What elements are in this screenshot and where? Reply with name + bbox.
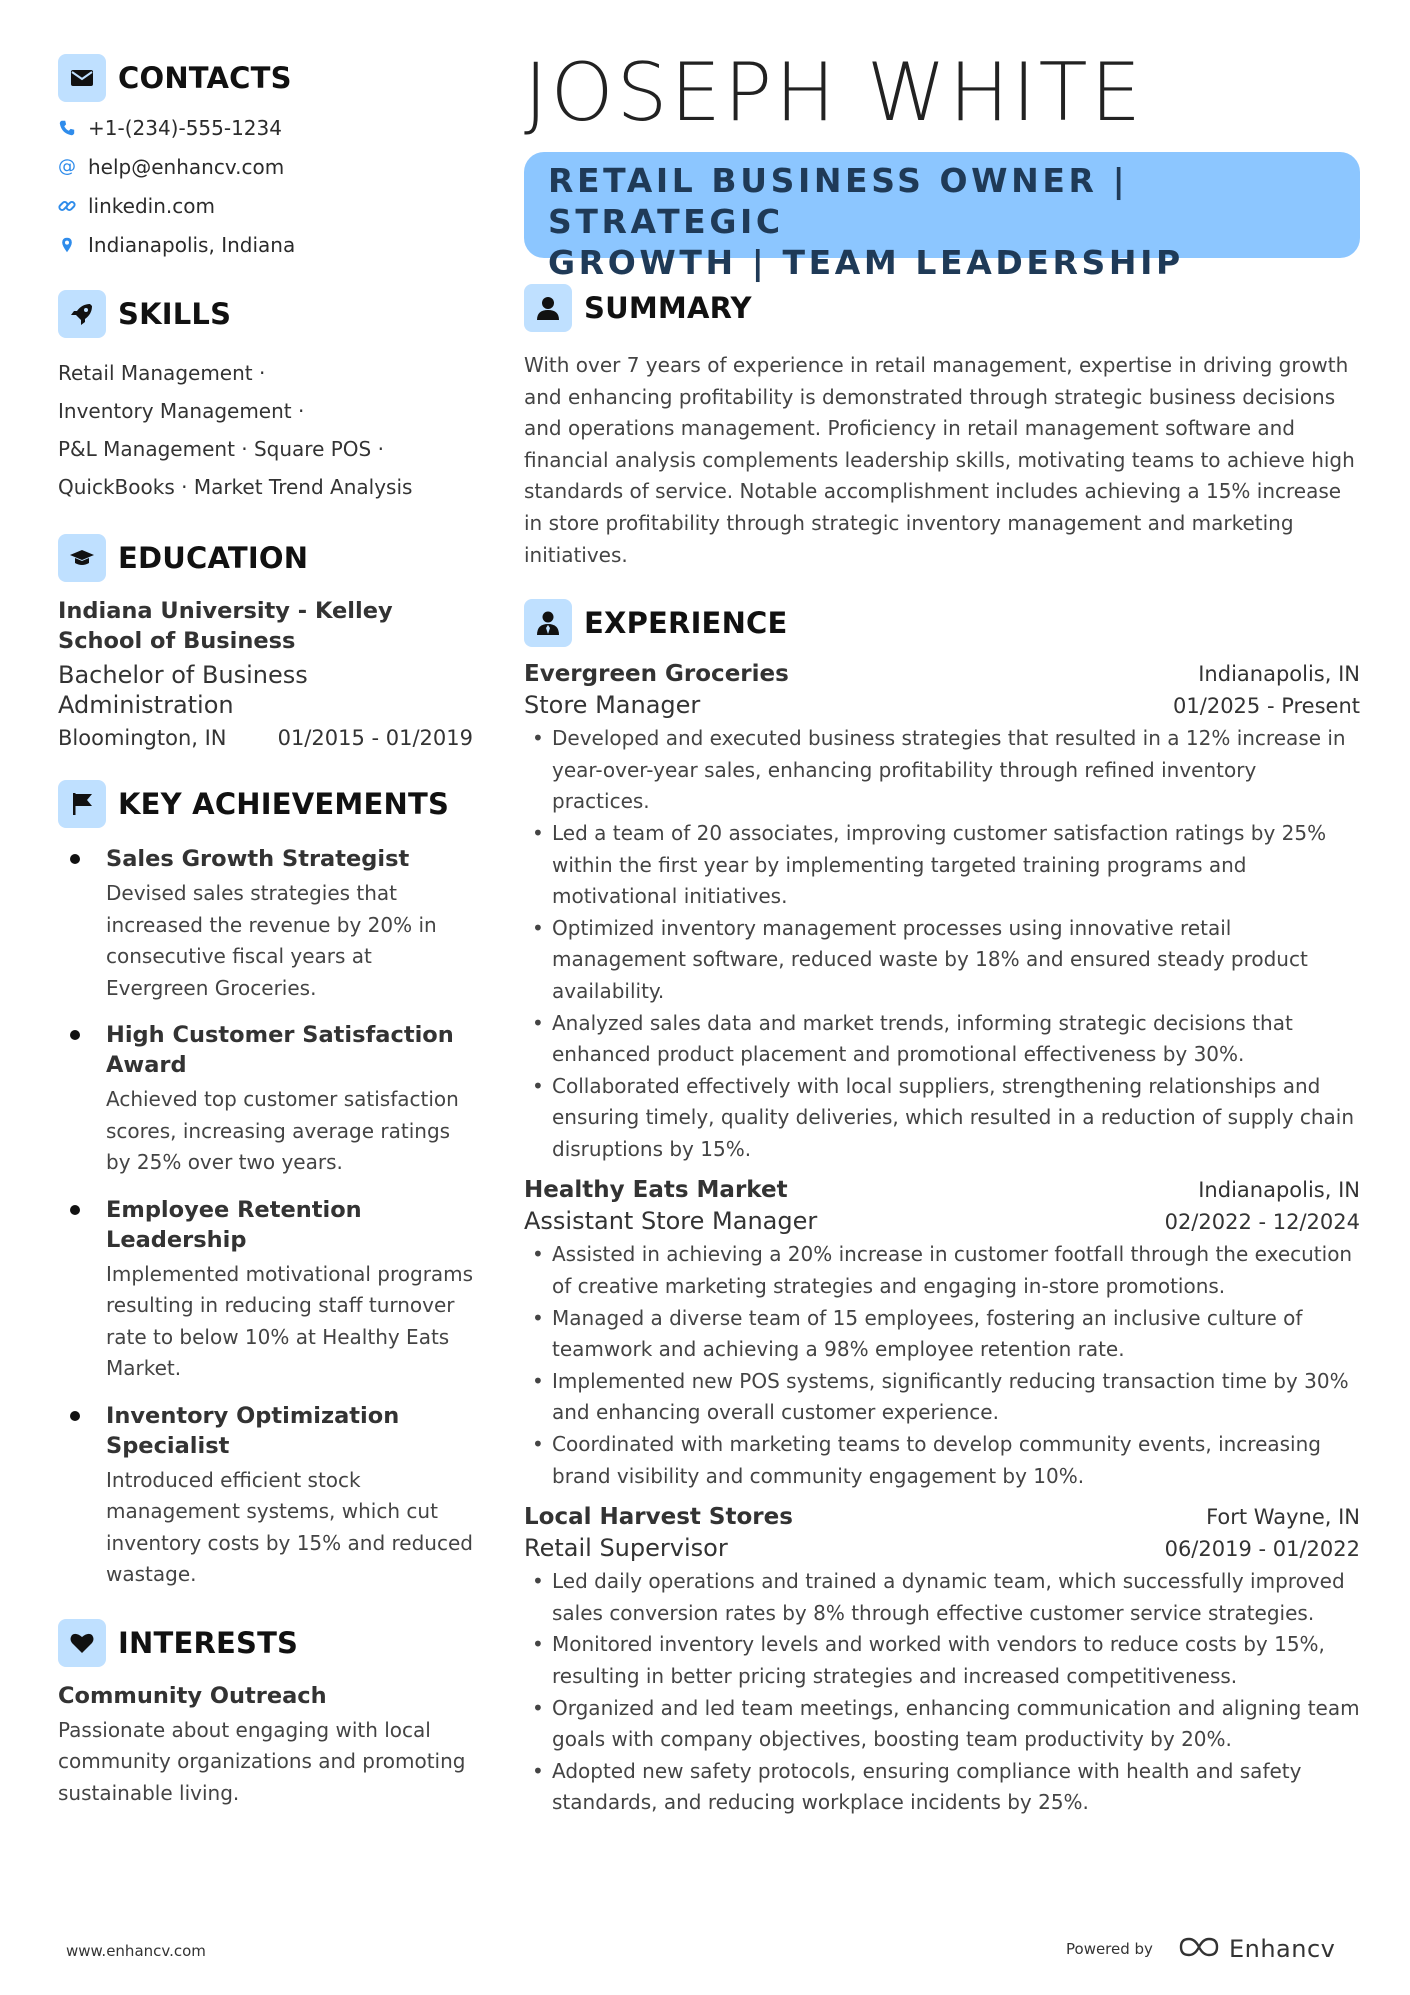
phone-icon bbox=[58, 118, 76, 138]
job-dates: 06/2019 - 01/2022 bbox=[1164, 1537, 1360, 1562]
location-text: Indianapolis, Indiana bbox=[88, 232, 296, 257]
job-company: Evergreen Groceries bbox=[524, 661, 789, 688]
summary-title: SUMMARY bbox=[584, 291, 752, 325]
job-bullets bbox=[524, 1566, 1360, 1819]
flag-icon bbox=[58, 780, 106, 828]
school-line: Indiana University - Kelley bbox=[58, 598, 393, 624]
job-bullet: • Monitored inventory levels and worked with vendors to reduce costs by 15%, resulting in better pricing strategies and increased competitiveness. bbox=[524, 1629, 1360, 1692]
degree-line: Bachelor of Business bbox=[58, 661, 308, 689]
headline-line: GROWTH | TEAM LEADERSHIP bbox=[548, 243, 1184, 282]
achievements-title: KEY ACHIEVEMENTS bbox=[118, 787, 450, 821]
job-company: Healthy Eats Market bbox=[524, 1177, 788, 1204]
education-title: EDUCATION bbox=[118, 541, 309, 575]
interest-desc: Passionate about engaging with local community organizations and promoting sustainable living. bbox=[58, 1717, 466, 1805]
summary-header bbox=[524, 284, 1360, 332]
job-dates: 02/2022 - 12/2024 bbox=[1164, 1210, 1360, 1235]
job-bullet: • Developed and executed business strategies that resulted in a 12% increase in year-over-year sales, enhancing profitability through refined inventory practices. bbox=[524, 723, 1360, 818]
job-bullet: • Coordinated with marketing teams to develop community events, increasing brand visibility and community engagement by 10%. bbox=[524, 1429, 1360, 1492]
right-column bbox=[524, 48, 1360, 1819]
achievement-title: Inventory Optimization Specialist bbox=[106, 1402, 400, 1459]
job-bullet: • Assisted in achieving a 20% increase in customer footfall through the execution of creative marketing strategies and engaging in-store promotions. bbox=[524, 1239, 1360, 1302]
job-entry bbox=[524, 1177, 1360, 1492]
experience-title: EXPERIENCE bbox=[584, 606, 788, 641]
job-entry bbox=[524, 661, 1360, 1165]
experience-header bbox=[524, 599, 1360, 647]
interest-title: Community Outreach bbox=[58, 1682, 327, 1709]
email-text: help@enhancv.com bbox=[88, 154, 285, 179]
bullet-dot bbox=[70, 854, 80, 864]
job-bullet: • Optimized inventory management processes using innovative retail management software, reduced waste by 18% and ensured steady product availability. bbox=[524, 913, 1360, 1008]
achievement-item bbox=[58, 1020, 478, 1179]
achievement-item bbox=[58, 1401, 478, 1591]
linkedin-text: linkedin.com bbox=[88, 193, 215, 218]
contact-location bbox=[58, 231, 478, 258]
skills-line: Retail Management · bbox=[58, 361, 266, 385]
job-bullet: • Implemented new POS systems, significantly reducing transaction time by 30% and enhancing overall customer experience. bbox=[524, 1366, 1360, 1429]
job-bullet: • Adopted new safety protocols, ensuring compliance with health and safety standards, and reducing workplace incidents by 25%. bbox=[524, 1756, 1360, 1819]
bullet-dot bbox=[70, 1030, 80, 1040]
job-bullet: • Organized and led team meetings, enhancing communication and aligning team goals with company objectives, boosting team productivity by 20%. bbox=[524, 1693, 1360, 1756]
footer-website[interactable]: www.enhancv.com bbox=[66, 1942, 206, 1960]
job-company: Local Harvest Stores bbox=[524, 1504, 793, 1531]
enhancv-logo-icon bbox=[1177, 1936, 1221, 1962]
footer-branding[interactable] bbox=[1066, 1935, 1335, 1963]
briefcase-user-icon bbox=[524, 599, 572, 647]
job-role: Retail Supervisor bbox=[524, 1534, 728, 1563]
job-bullets bbox=[524, 723, 1360, 1165]
job-location: Indianapolis, IN bbox=[1198, 1178, 1360, 1203]
job-bullet: • Led daily operations and trained a dynamic team, which successfully improved sales conversion rates by 8% through effective customer service strategies. bbox=[524, 1566, 1360, 1629]
contacts-title: CONTACTS bbox=[118, 61, 292, 95]
envelope-icon bbox=[58, 54, 106, 102]
job-role: Store Manager bbox=[524, 691, 701, 720]
candidate-name: JOSEPH WHITE bbox=[524, 46, 1144, 139]
achievement-desc: Introduced efficient stock management systems, which cut inventory costs by 15% and reduced wastage. bbox=[106, 1467, 473, 1586]
school-line: School of Business bbox=[58, 628, 296, 654]
education-meta bbox=[58, 726, 473, 750]
rocket-icon bbox=[58, 290, 106, 338]
education-location: Bloomington, IN bbox=[58, 726, 227, 750]
bullet-dot bbox=[70, 1205, 80, 1215]
contact-email[interactable] bbox=[58, 153, 478, 180]
graduation-cap-icon bbox=[58, 534, 106, 582]
interests-title: INTERESTS bbox=[118, 1625, 299, 1660]
job-bullet: • Led a team of 20 associates, improving customer satisfaction ratings by 25% within the first year by implementing targeted training programs and motivational initiatives. bbox=[524, 818, 1360, 913]
achievements-header bbox=[58, 780, 478, 828]
skills-title: SKILLS bbox=[118, 297, 232, 331]
link-icon bbox=[58, 196, 76, 216]
job-bullet: • Managed a diverse team of 15 employees, fostering an inclusive culture of teamwork and achieving a 98% employee retention rate. bbox=[524, 1303, 1360, 1366]
job-bullets bbox=[524, 1239, 1360, 1492]
contact-linkedin[interactable] bbox=[58, 192, 478, 219]
skills-header bbox=[58, 290, 478, 338]
job-bullet: • Collaborated effectively with local suppliers, strengthening relationships and ensuring timely, quality deliveries, which resulted in a reduction of supply chain disruptions by 15%. bbox=[524, 1071, 1360, 1166]
user-icon bbox=[524, 284, 572, 332]
job-dates: 01/2025 - Present bbox=[1173, 694, 1360, 719]
contacts-header bbox=[58, 54, 478, 102]
achievement-item bbox=[58, 844, 478, 1004]
education-dates: 01/2015 - 01/2019 bbox=[277, 726, 473, 750]
headline-banner bbox=[524, 152, 1360, 282]
education-header bbox=[58, 534, 478, 582]
achievement-title: Sales Growth Strategist bbox=[106, 846, 410, 872]
job-entry bbox=[524, 1504, 1360, 1819]
skills-line: P&L Management · Square POS · bbox=[58, 437, 384, 461]
skills-list bbox=[58, 354, 478, 506]
skills-line: QuickBooks · Market Trend Analysis bbox=[58, 475, 413, 499]
job-bullet: • Analyzed sales data and market trends, informing strategic decisions that enhanced product placement and promotional effectiveness by 30%. bbox=[524, 1008, 1360, 1071]
heart-icon bbox=[58, 1619, 106, 1667]
achievement-item bbox=[58, 1195, 478, 1385]
interests-header bbox=[58, 1619, 478, 1667]
achievement-desc: Devised sales strategies that increased the revenue by 20% in consecutive fiscal years at Evergreen Groceries. bbox=[106, 881, 437, 1000]
education-school bbox=[58, 596, 478, 656]
achievement-title: Employee Retention Leadership bbox=[106, 1196, 362, 1253]
left-column bbox=[58, 54, 478, 1809]
job-location: Fort Wayne, IN bbox=[1206, 1505, 1360, 1530]
contact-phone[interactable] bbox=[58, 114, 478, 141]
headline-line: RETAIL BUSINESS OWNER | STRATEGIC bbox=[548, 161, 1129, 241]
brand-name: Enhancv bbox=[1228, 1935, 1336, 1963]
summary-text: With over 7 years of experience in retail management, expertise in driving growth and enhancing profitability is demonstrated through strategic business decisions and operations management. Proficiency in retail management software and financial analysis complements leadership skills, motivating teams to achieve high standards of service. Notable accomplishment includes achieving a 15% increase in store profitability through strategic inventory management and marketing initiatives. bbox=[524, 353, 1355, 567]
education-degree bbox=[58, 660, 478, 720]
achievement-title: High Customer Satisfaction Award bbox=[106, 1022, 454, 1078]
achievement-desc: Achieved top customer satisfaction scores, increasing average ratings by 25% over two years. bbox=[106, 1087, 459, 1174]
phone-text: +1-(234)-555-1234 bbox=[88, 115, 282, 140]
achievement-desc: Implemented motivational programs resulting in reducing staff turnover rate to below 10% at Healthy Eats Market. bbox=[106, 1261, 474, 1380]
job-location: Indianapolis, IN bbox=[1198, 662, 1360, 687]
degree-line: Administration bbox=[58, 691, 234, 719]
bullet-dot bbox=[70, 1411, 80, 1421]
at-icon: @ bbox=[58, 156, 76, 177]
skills-line: Inventory Management · bbox=[58, 399, 305, 423]
map-pin-icon bbox=[58, 235, 76, 255]
job-role: Assistant Store Manager bbox=[524, 1207, 818, 1236]
achievements-list bbox=[58, 844, 478, 1591]
powered-by-text: Powered by bbox=[1066, 1940, 1153, 1958]
